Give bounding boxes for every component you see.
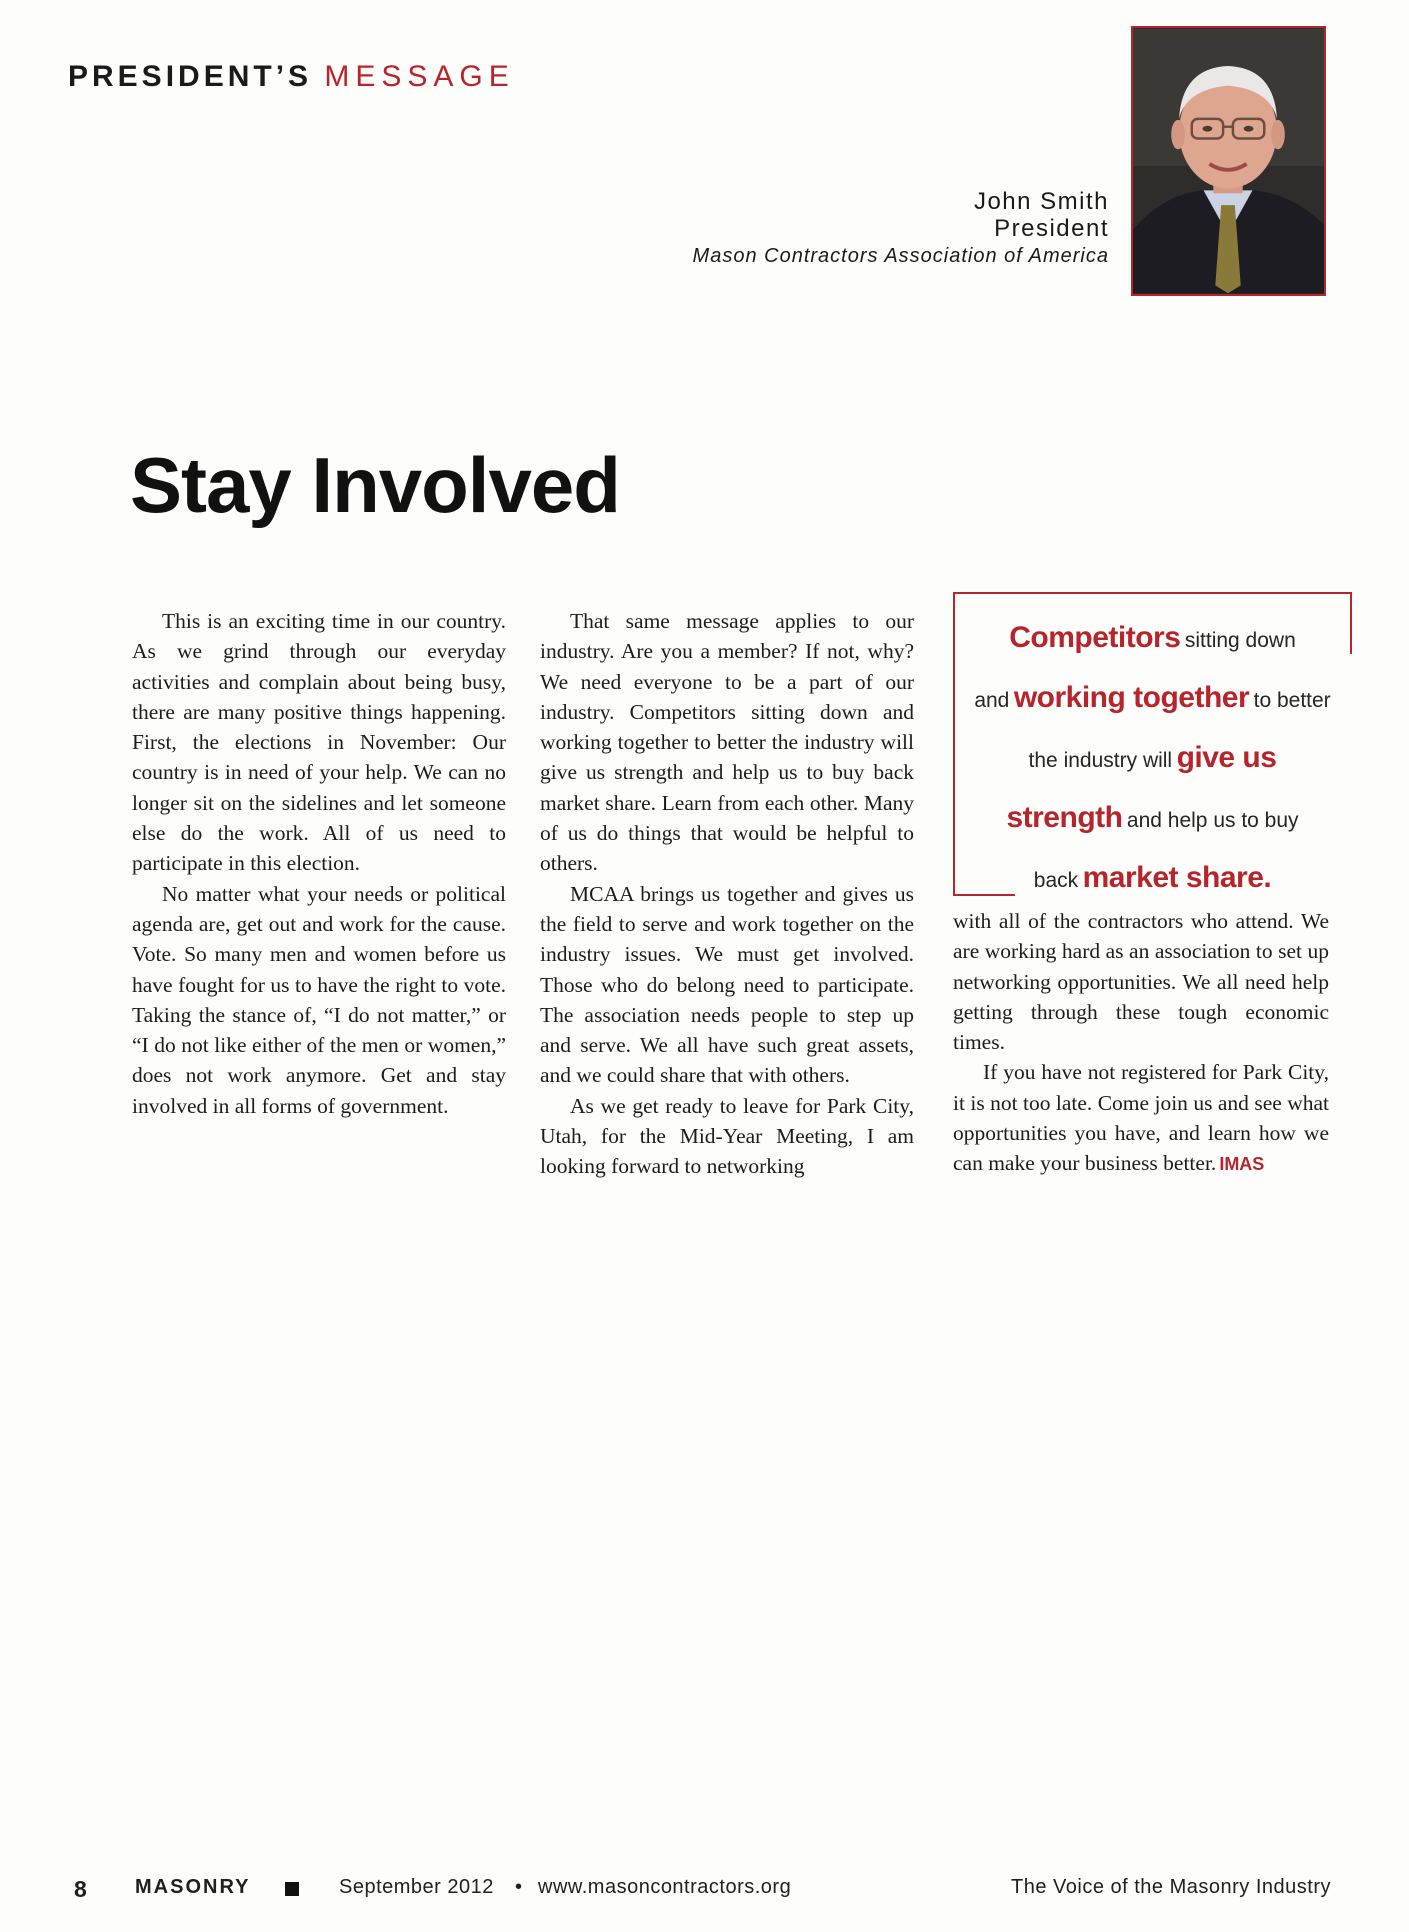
author-organization: Mason Contractors Association of America xyxy=(692,245,1109,267)
pull-quote-line xyxy=(959,730,1346,790)
pull-quote-border-right xyxy=(1350,592,1352,654)
byline xyxy=(693,188,1109,270)
paragraph: No matter what your needs or political agenda are, get out and work for the cause. Vote. So many men and women before us have fought for us to have the right to vote. Taking the stance of, “I do not matter,” or “I do not like either of the men or women,” does not work anymore. Get and stay involved in all forms of government. xyxy=(132,881,506,1118)
author-portrait xyxy=(1131,26,1326,296)
paragraph-text: If you have not registered for Park City, it is not too late. Come join us and see what opportunities you have, and learn how we can make your business better. xyxy=(953,1060,1329,1176)
pull-quote-emphasis: Competitors xyxy=(1009,621,1181,654)
pull-quote-line xyxy=(959,850,1346,910)
article-column-3 xyxy=(953,906,1329,1180)
pull-quote-emphasis: give us xyxy=(1176,741,1277,774)
paragraph: MCAA brings us together and gives us the field to serve and work together on the industry issues. We must get involved. Those who do belong need to participate. The association needs people to step up and serve. We all have such great assets, and we could share that with others. xyxy=(540,881,914,1088)
pull-quote-line xyxy=(959,670,1346,730)
pull-quote-text: to better xyxy=(1253,689,1331,712)
paragraph: As we get ready to leave for Park City, Utah, for the Mid-Year Meeting, I am looking forward to networking xyxy=(540,1093,914,1179)
pull-quote-emphasis: working together xyxy=(1013,681,1250,714)
square-bullet-icon xyxy=(285,1882,299,1896)
author-portrait-image xyxy=(1133,28,1324,294)
pull-quote-border-left xyxy=(953,592,955,896)
article-column-1 xyxy=(132,606,506,1121)
pull-quote-text: and xyxy=(974,689,1010,712)
issue-date: September 2012 xyxy=(339,1876,494,1898)
author-role: President xyxy=(994,215,1109,242)
pull-quote-line xyxy=(959,610,1346,670)
pull-quote-border-bottom xyxy=(953,894,1015,896)
pull-quote-text: back xyxy=(1033,869,1079,892)
section-label-lead: PRESIDENT’S xyxy=(68,60,313,93)
section-label-accent: MESSAGE xyxy=(324,60,515,93)
footer-tagline: The Voice of the Masonry Industry xyxy=(1011,1876,1331,1898)
paragraph: That same message applies to our industry. Are you a member? If not, why? We need everyone to be a part of our industry. Competitors sitting down and working together to better the industry will give us strength and help us to buy back market share. Learn from each other. Many of us do things that would be helpful to others. xyxy=(540,609,914,876)
pull-quote xyxy=(953,592,1352,896)
pull-quote-text: and help us to buy xyxy=(1126,809,1299,832)
author-name: John Smith xyxy=(973,188,1109,215)
end-mark: IMAS xyxy=(1219,1154,1265,1175)
pull-quote-line xyxy=(959,790,1346,850)
pull-quote-text: the industry will xyxy=(1028,749,1173,772)
paragraph: This is an exciting time in our country. As we grind through our everyday activities and complain about being busy, there are many positive things happening. First, the elections in November: Our country is in need of your help. We can no longer sit on the sidelines and let someone else do the work. All of us need to participate in this election. xyxy=(132,609,506,876)
pull-quote-text: sitting down xyxy=(1184,629,1296,652)
footer-bullet: • xyxy=(515,1876,523,1898)
footer-url: www.masoncontractors.org xyxy=(538,1876,792,1898)
section-label xyxy=(68,60,515,94)
article-column-2 xyxy=(540,606,914,1182)
pull-quote-emphasis: market share. xyxy=(1082,861,1272,894)
paragraph xyxy=(953,1057,1329,1179)
article-title: Stay Involved xyxy=(130,441,620,529)
pull-quote-emphasis: strength xyxy=(1006,801,1123,834)
page-number: 8 xyxy=(74,1876,87,1902)
pull-quote-border-top xyxy=(953,592,1352,594)
magazine-name: MASONRY xyxy=(135,1876,251,1898)
paragraph: with all of the contractors who attend. We are working hard as an association to set up networking opportunities. We all need help getting through these tough economic times. xyxy=(953,909,1329,1055)
